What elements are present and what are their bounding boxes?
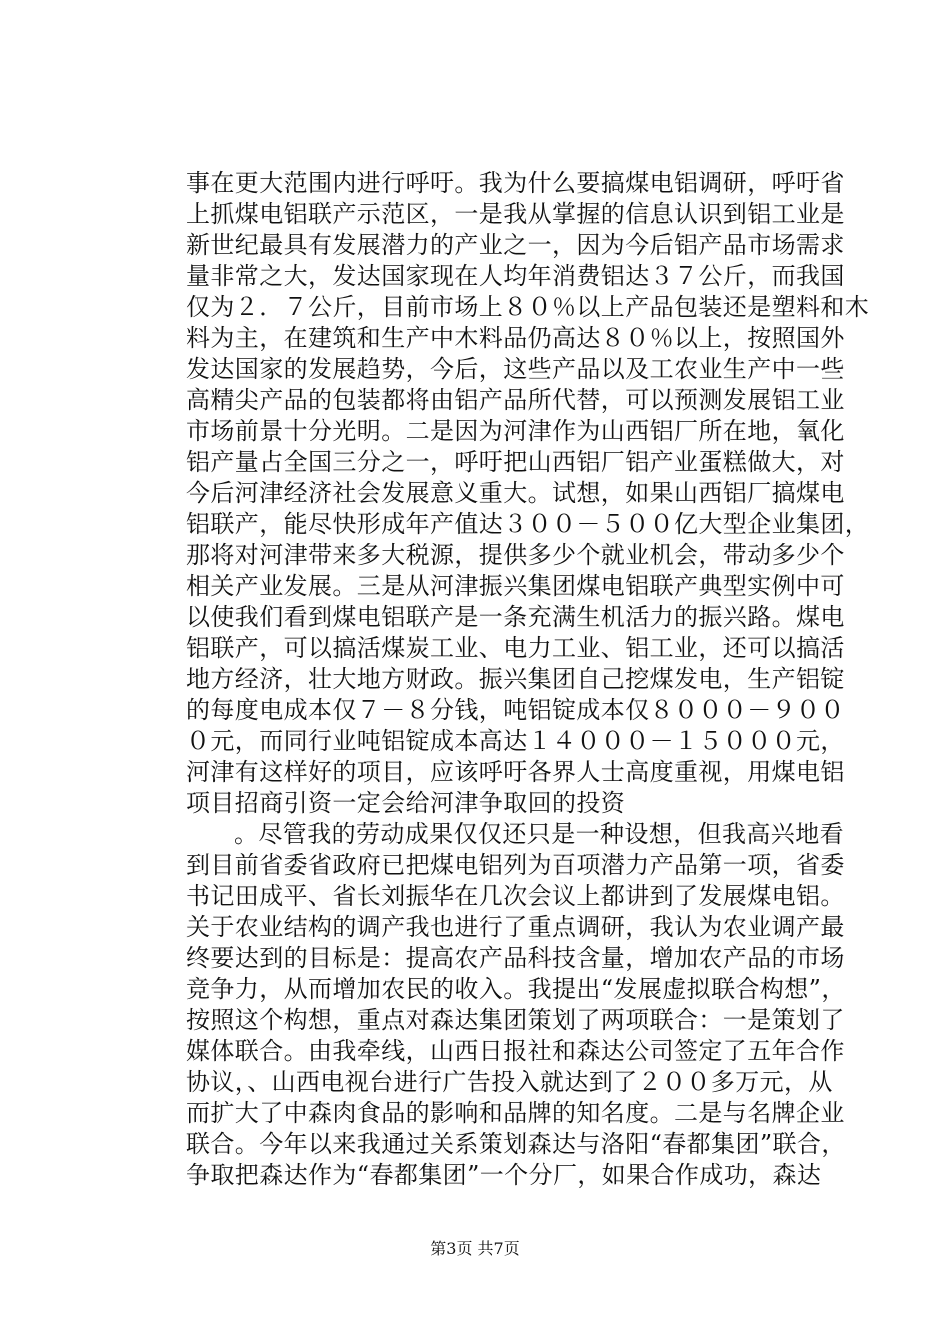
- text-line: 高精尖产品的包装都将由铝产品所代替，可以预测发展铝工业: [186, 386, 845, 414]
- document-body: [186, 168, 870, 1191]
- text-line: 料为主，在建筑和生产中木料品仍高达８０％以上，按照国外: [186, 324, 845, 352]
- page-footer: [0, 1239, 950, 1259]
- text-line: 联合。今年以来我通过关系策划森达与洛阳“春都集团”联合，: [186, 1130, 846, 1158]
- text-line: 争取把森达作为“春都集团”一个分厂，如果合作成功，森达: [186, 1161, 822, 1189]
- page-number-label: 第3页 共7页: [430, 1239, 520, 1258]
- text-line: 铝联产，能尽快形成年产值达３００－５００亿大型企业集团，: [186, 510, 870, 538]
- text-line: 关于农业结构的调产我也进行了重点调研，我认为农业调产最: [186, 913, 845, 941]
- text-line: 而扩大了中森肉食品的影响和品牌的知名度。二是与名牌企业: [186, 1099, 845, 1127]
- text-line: 的每度电成本仅７－８分钱，吨铝锭成本仅８０００－９００: [186, 696, 845, 724]
- text-line: 终要达到的目标是：提高农产品科技含量，增加农产品的市场: [186, 944, 845, 972]
- text-line: 那将对河津带来多大税源，提供多少个就业机会，带动多少个: [186, 541, 845, 569]
- text-line-indented: 。尽管我的劳动成果仅仅还只是一种设想，但我高兴地看: [234, 820, 844, 848]
- text-line: 以使我们看到煤电铝联产是一条充满生机活力的振兴路。煤电: [186, 603, 845, 631]
- text-line: 竞争力，从而增加农民的收入。我提出“发展虚拟联合构想”，: [186, 975, 846, 1003]
- text-line: 书记田成平、省长刘振华在几次会议上都讲到了发展煤电铝。: [186, 882, 845, 910]
- text-line: 今后河津经济社会发展意义重大。试想，如果山西铝厂搞煤电: [186, 479, 845, 507]
- text-line: 协议，、山西电视台进行广告投入就达到了２００多万元，从: [186, 1068, 833, 1096]
- text-line: 项目招商引资一定会给河津争取回的投资: [186, 789, 626, 817]
- text-line: 发达国家的发展趋势，今后，这些产品以及工农业生产中一些: [186, 355, 845, 383]
- text-line: 新世纪最具有发展潜力的产业之一，因为今后铝产品市场需求: [186, 231, 845, 259]
- text-line: 地方经济，壮大地方财政。振兴集团自己挖煤发电，生产铝锭: [186, 665, 845, 693]
- text-line: 事在更大范围内进行呼吁。我为什么要搞煤电铝调研，呼吁省: [186, 169, 845, 197]
- text-line: ０元，而同行业吨铝锭成本高达１４０００－１５０００元，: [186, 727, 845, 755]
- text-line: 媒体联合。由我牵线，山西日报社和森达公司签定了五年合作: [186, 1037, 845, 1065]
- text-line: 到目前省委省政府已把煤电铝列为百项潜力产品第一项，省委: [186, 851, 845, 879]
- text-line: 铝产量占全国三分之一，呼吁把山西铝厂铝产业蛋糕做大，对: [186, 448, 845, 476]
- text-line: 量非常之大，发达国家现在人均年消费铝达３７公斤，而我国: [186, 262, 845, 290]
- text-line: 铝联产，可以搞活煤炭工业、电力工业、铝工业，还可以搞活: [186, 634, 845, 662]
- text-line: 市场前景十分光明。二是因为河津作为山西铝厂所在地，氧化: [186, 417, 845, 445]
- text-line: 河津有这样好的项目，应该呼吁各界人士高度重视，用煤电铝: [186, 758, 845, 786]
- text-line: 按照这个构想，重点对森达集团策划了两项联合：一是策划了: [186, 1006, 845, 1034]
- text-line: 上抓煤电铝联产示范区，一是我从掌握的信息认识到铝工业是: [186, 200, 845, 228]
- text-line: 相关产业发展。三是从河津振兴集团煤电铝联产典型实例中可: [186, 572, 845, 600]
- text-line: 仅为２．７公斤，目前市场上８０％以上产品包装还是塑料和木: [186, 293, 870, 321]
